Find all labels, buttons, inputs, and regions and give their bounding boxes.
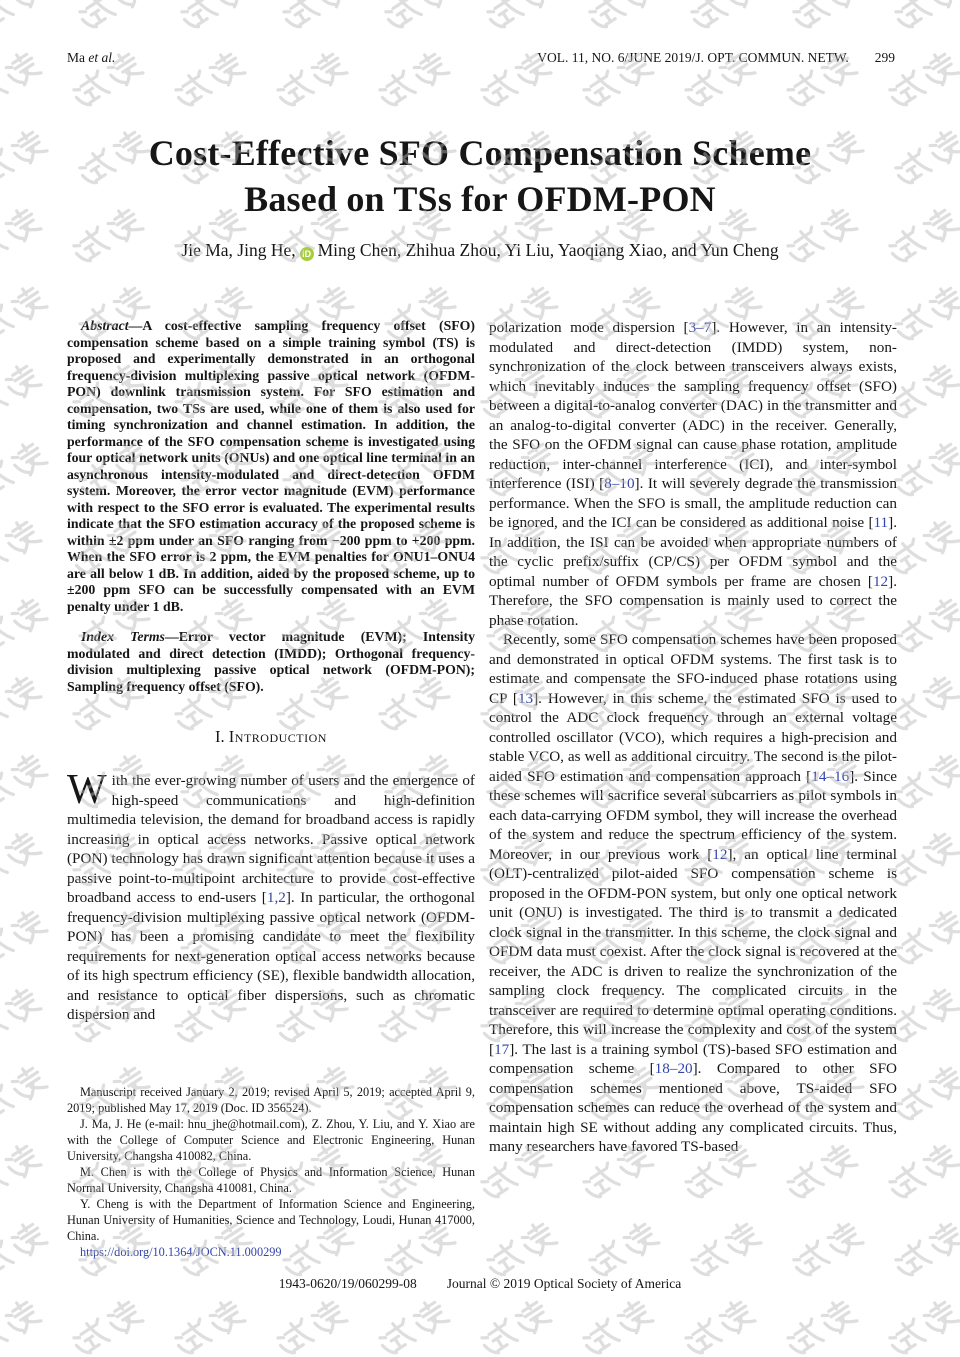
authors-before-orcid: Jie Ma, Jing He, — [181, 240, 296, 260]
two-column-body — [67, 318, 897, 1260]
index-terms — [67, 629, 475, 695]
watermark — [63, 1290, 150, 1357]
citation-link[interactable]: 12 — [872, 572, 889, 590]
watermark — [375, 0, 462, 40]
citation-link[interactable]: 14–16 — [811, 767, 850, 785]
paragraph-text: ]. Therefore, the SFO compensation is mainly used to correct the phase rotation. — [489, 572, 897, 629]
watermark — [267, 1290, 354, 1357]
citation-link[interactable]: 18–20 — [654, 1060, 693, 1077]
orcid-icon[interactable]: iD — [300, 247, 314, 261]
paper-title-line1: Cost-Effective SFO Compensation Scheme — [148, 133, 812, 173]
page-header — [67, 50, 895, 66]
section-number: I. — [215, 727, 225, 746]
watermark — [783, 0, 870, 40]
watermark — [0, 1134, 49, 1210]
watermark — [0, 588, 55, 664]
watermark — [273, 0, 360, 40]
paragraph-text: ]. In addition, the ISI can be avoided when appropriate numbers of the cyclic prefix/suffix (CP/CS) per OFDM symbol and the optimal number of OFDM symbols per frame are chosen [ — [489, 514, 897, 590]
watermark — [0, 42, 49, 118]
watermark — [579, 0, 666, 40]
header-page-number: 299 — [874, 50, 895, 65]
watermark — [879, 1290, 960, 1357]
paragraph-text: ]. It will severely degrade the transmission performance. When the SFO is small, the amplitude reduction can be ignored, and the ICI can be considered as additional noise [ — [489, 475, 897, 531]
watermark — [0, 0, 55, 40]
paper-title-line2: Based on TSs for OFDM-PON — [244, 179, 716, 219]
footnote-affiliation-1: J. Ma, J. He (e-mail: hnu_jhe@hotmail.com), Z. Zhou, Y. Liu, and Y. Xiao are with the College of Computer Science and Electronic Engineering, Hunan University, Changsha 410082, China. — [67, 1117, 475, 1163]
section-heading-introduction — [67, 727, 475, 747]
watermark — [0, 900, 55, 976]
abstract — [67, 318, 475, 615]
watermark — [0, 1056, 55, 1132]
watermark — [0, 822, 49, 898]
footnote-affiliation-3: Y. Cheng is with the Department of Information Science and Engineering, Hunan University of Humanities, Science and Technology, Loudi, Hunan 417000, China. — [67, 1197, 475, 1243]
section-title: Introduction — [228, 727, 327, 746]
abstract-text: —A cost-effective sampling frequency offset (SFO) compensation scheme based on a simple training symbol (TS) is proposed and experimentally demonstrated in an orthogonal frequency-division multiplexing passive optical network (OFDM-PON) downlink transmission system. For SFO estimation and compensation, two TSs are used, while one of them is also used for timing synchronization and channel estimation. In addition, the performance of the SFO compensation scheme is investigated using four optical network units (ONUs) and one optical line terminal in an asynchronous intensity-modulated and direct-detection OFDM system. Moreover, the error vector magnitude (EVM) performance with respect to the SFO error is evaluated. The experimental results indicate that the SFO estimation accuracy of the proposed scheme is within ±2 ppm under an SFO ranging from −200 ppm to +200 ppm. When the SFO error is 2 ppm, the EVM penalties for ONU1–ONU4 are all below 1 dB. In addition, aided by the proposed scheme, up to ±200 ppm SFO can be successfully compensated with an EVM penalty under 1 dB. — [67, 318, 475, 614]
intro-paragraph — [67, 767, 475, 1025]
watermark — [885, 0, 960, 40]
watermark — [69, 0, 156, 40]
watermark — [0, 744, 55, 820]
header-et-al: et al. — [88, 50, 116, 65]
left-column — [67, 318, 475, 1260]
intro-paragraph-text — [67, 767, 475, 1023]
paragraph-text: ]. Since these schemes will sacrifice several subcarriers as pilot symbols in each data-carrying OFDM symbol, they will increase the overhead of the system and reduce the spectrum efficiency of the system. Moreover, in our previous work [ — [489, 767, 897, 863]
doi-link[interactable]: https://doi.org/10.1364/JOCN.11.000299 — [80, 1245, 282, 1259]
watermark — [0, 354, 49, 430]
watermark — [477, 0, 564, 40]
watermark — [675, 1290, 762, 1357]
watermark — [171, 0, 258, 40]
paragraph-text: ]. Compared to other SFO compensation schemes mentioned above, TS-aided SFO compensation schemes can reduce the overhead of the system and maintain high SE without adding any complicated circuits. Thus, many researchers have favored TS-based — [489, 1060, 898, 1155]
footnote-manuscript: Manuscript received January 2, 2019; revised April 5, 2019; accepted April 9, 2019; published May 17, 2019 (Doc. ID 356524). — [67, 1085, 475, 1115]
authors-line — [0, 240, 960, 261]
watermark — [471, 1290, 558, 1357]
watermark — [777, 1290, 864, 1357]
header-volume-issue: VOL. 11, NO. 6/JUNE 2019/J. OPT. COMMUN. NETW. — [537, 50, 849, 65]
paragraph-text: ]. However, in this scheme, the estimated SFO is used to control the ADC clock frequency through an external voltage controlled oscillator (VCO), which requires a high-precision and stable VCO, as well as additional circuitry. The second is the pilot-aided SFO estimation and compensation approach [ — [489, 689, 897, 785]
citation-link[interactable]: 1,2 — [266, 889, 286, 906]
right-column — [489, 318, 897, 1260]
watermark — [0, 276, 55, 352]
watermark — [0, 1290, 49, 1357]
watermark — [165, 1290, 252, 1357]
abstract-label: Abstract — [81, 318, 129, 333]
citation-link[interactable]: 3–7 — [688, 319, 712, 336]
paragraph-text: ]. In particular, the orthogonal frequency-division multiplexing passive optical network (OFDM-PON) has been a promising candidate to meet the flexibility requirements for next-generation optical access networks because of its high spectrum efficiency (SE), flexible bandwidth allocation, and resistance to optical fiber dispersions, such as chromatic dispersion and — [67, 889, 475, 1023]
header-authors-short — [67, 50, 115, 66]
watermark — [0, 432, 55, 508]
footnotes-block — [67, 1084, 475, 1260]
citation-link[interactable]: 13 — [517, 689, 534, 707]
citation-link[interactable]: 12 — [712, 845, 728, 863]
watermark — [0, 510, 49, 586]
citation-link[interactable]: 11 — [873, 514, 889, 531]
index-terms-label: Index Terms — [81, 629, 165, 644]
watermark — [0, 978, 49, 1054]
right-column-paragraph-1 — [489, 318, 897, 630]
right-column-paragraph-2 — [489, 630, 897, 1157]
paragraph-text: polarization mode dispersion [ — [489, 319, 689, 336]
page-footer — [0, 1276, 960, 1292]
citation-link[interactable]: 17 — [494, 1040, 510, 1058]
watermark — [0, 666, 49, 742]
paragraph-text: ith the ever-growing number of users and the emergence of high-speed communications and high-definition multimedia television, the demand for broadband access is rapidly increasing in optical access networks. Passive optical network (PON) technology has drawn significant attention because it uses a passive point-to-multipoint architecture to provide cost-effective broadband access to end-users [ — [67, 772, 475, 906]
paragraph-text: ]. The last is a training symbol (TS)-based SFO estimation and compensation scheme [ — [489, 1040, 897, 1077]
citation-link[interactable]: 8–10 — [604, 475, 635, 492]
watermark — [681, 0, 768, 40]
header-authors-name: Ma — [67, 50, 89, 65]
paragraph-text: ], an optical line terminal (OLT)-centralized pilot-aided SFO compensation scheme is proposed in the OFDM-PON system, but only one optical network unit (ONU) is investigated. The third is to transmit a dedicated clock signal in the transmitter. In this scheme, the clock signal and OFDM data must coexist. After the clock signal is recovered at the receiver, the ADC is driven to realize the synchronization of the sampling clock frequency. The complicated circuits in the transceiver are required to determine optimal operating conditions. Therefore, this will increase the complexity and cost of the system [ — [489, 845, 897, 1058]
watermark — [573, 1290, 660, 1357]
watermark — [369, 1290, 456, 1357]
paragraph-text: Recently, some SFO compensation schemes have been proposed and demonstrated in optical OFDM systems. The first task is to estimate and compensate the SFO-induced phase rotations using CP [ — [489, 631, 897, 707]
index-terms-text: —Error vector magnitude (EVM); Intensity modulated and direct detection (IMDD); Orthogonal frequency-division multiplexing passive optical network (OFDM-PON); Sampling frequency offset (SFO). — [67, 629, 476, 694]
header-journal-info — [537, 50, 895, 66]
paper-title — [0, 130, 960, 222]
footnote-affiliation-2: M. Chen is with the College of Physics and Information Science, Hunan Normal University, Changsha 410081, China. — [67, 1165, 475, 1195]
drop-cap: W — [67, 767, 107, 813]
footer-copyright: Journal © 2019 Optical Society of America — [446, 1276, 682, 1291]
authors-after-orcid: Ming Chen, Zhihua Zhou, Yi Liu, Yaoqiang Xiao, and Yun Cheng — [317, 240, 779, 260]
paragraph-text: ]. However, in an intensity-modulated and direct-detection (IMDD) system, non-synchronization of the clock between transceivers always exists, which inevitably induces the sampling frequency offset (SFO) between a digital-to-analog converter (DAC) in the transmitter and an analog-to-digital converter (ADC) in the receiver. Generally, the SFO on the OFDM signal can cause phase rotation, amplitude reduction, inter-channel interference (ICI), and inter-symbol interference (ISI) [ — [489, 319, 897, 492]
footer-issn: 1943-0620/19/060299-08 — [278, 1276, 417, 1291]
